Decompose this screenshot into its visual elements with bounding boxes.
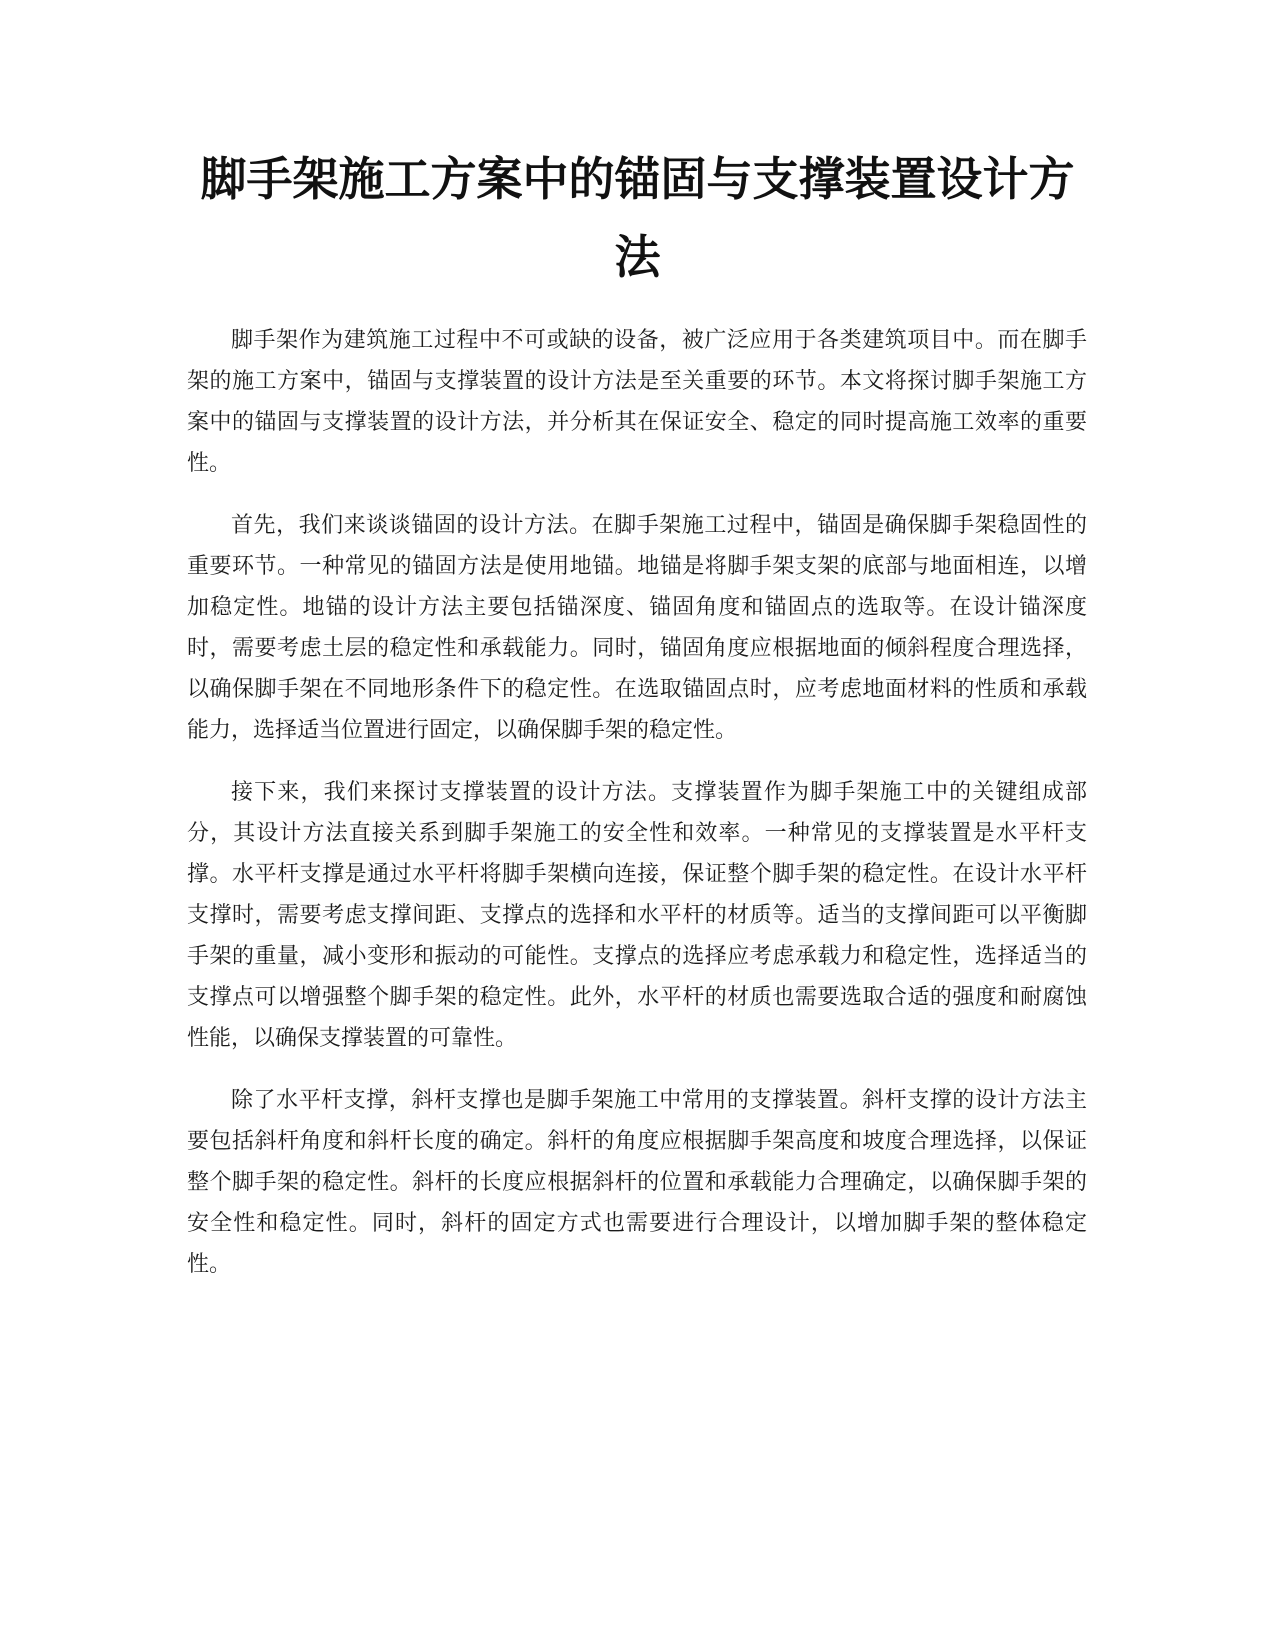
paragraph-diagonal-support: 除了水平杆支撑，斜杆支撑也是脚手架施工中常用的支撑装置。斜杆支撑的设计方法主要包括斜杆角度和斜杆长度的确定。斜杆的角度应根据脚手架高度和坡度合理选择，以保证整个脚手架的稳定性。斜杆的长度应根据斜杆的位置和承载能力合理确定，以确保脚手架的安全性和稳定性。同时，斜杆的固定方式也需要进行合理设计，以增加脚手架的整体稳定性。 <box>187 1088 1087 1277</box>
document-title: 脚手架施工方案中的锚固与支撑装置设计方法 <box>200 152 1075 284</box>
document-body <box>187 320 1087 1306</box>
paragraph-anchoring: 首先，我们来谈谈锚固的设计方法。在脚手架施工过程中，锚固是确保脚手架稳固性的重要环节。一种常见的锚固方法是使用地锚。地锚是将脚手架支架的底部与地面相连，以增加稳定性。地锚的设计方法主要包括锚深度、锚固角度和锚固点的选取等。在设计锚深度时，需要考虑土层的稳定性和承载能力。同时，锚固角度应根据地面的倾斜程度合理选择，以确保脚手架在不同地形条件下的稳定性。在选取锚固点时，应考虑地面材料的性质和承载能力，选择适当位置进行固定，以确保脚手架的稳定性。 <box>187 513 1087 743</box>
paragraph-horizontal-support: 接下来，我们来探讨支撑装置的设计方法。支撑装置作为脚手架施工中的关键组成部分，其设计方法直接关系到脚手架施工的安全性和效率。一种常见的支撑装置是水平杆支撑。水平杆支撑是通过水平杆将脚手架横向连接，保证整个脚手架的稳定性。在设计水平杆支撑时，需要考虑支撑间距、支撑点的选择和水平杆的材质等。适当的支撑间距可以平衡脚手架的重量，减小变形和振动的可能性。支撑点的选择应考虑承载力和稳定性，选择适当的支撑点可以增强整个脚手架的稳定性。此外，水平杆的材质也需要选取合适的强度和耐腐蚀性能，以确保支撑装置的可靠性。 <box>187 780 1087 1051</box>
paragraph-intro: 脚手架作为建筑施工过程中不可或缺的设备，被广泛应用于各类建筑项目中。而在脚手架的施工方案中，锚固与支撑装置的设计方法是至关重要的环节。本文将探讨脚手架施工方案中的锚固与支撑装置的设计方法，并分析其在保证安全、稳定的同时提高施工效率的重要性。 <box>187 328 1087 476</box>
